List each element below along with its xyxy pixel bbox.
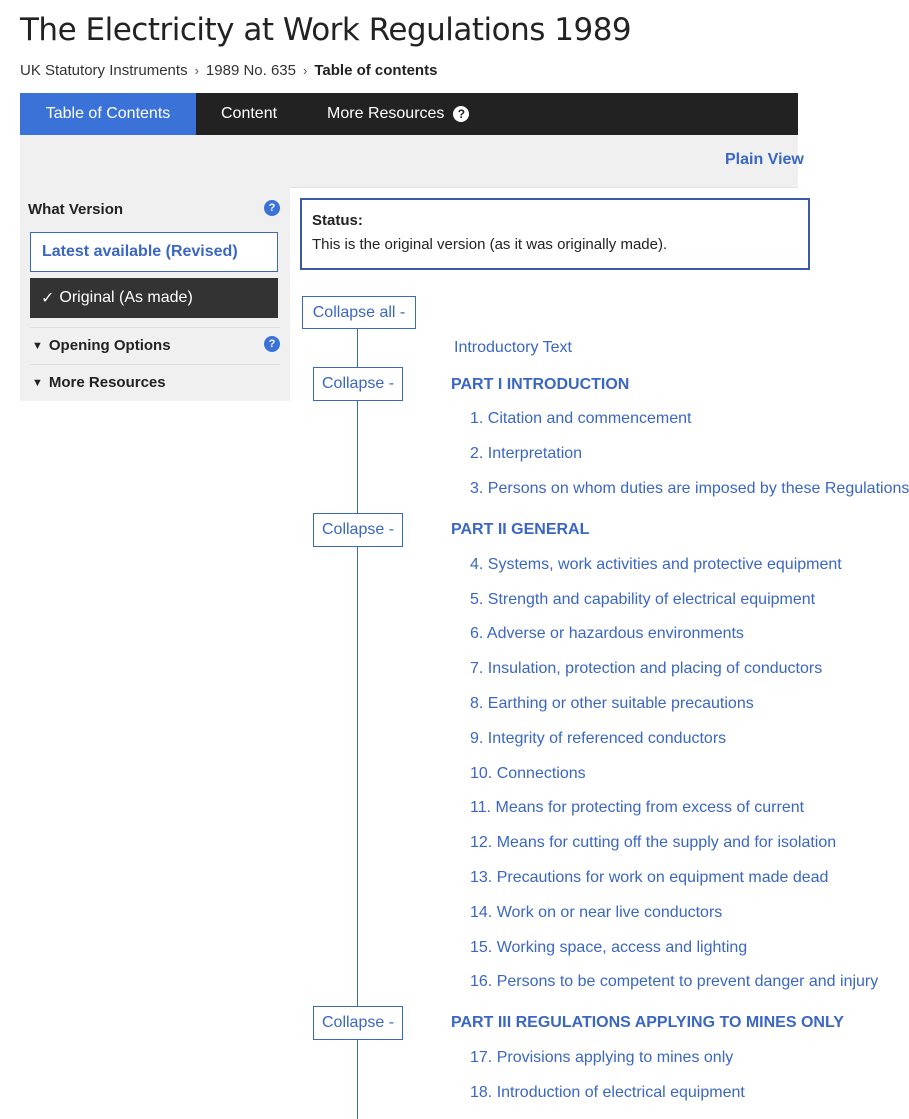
plain-view-link[interactable]: Plain View — [725, 151, 804, 168]
toc-item[interactable]: 2. Interpretation — [470, 445, 583, 462]
more-resources-toggle[interactable] — [32, 374, 166, 391]
tab-content[interactable] — [196, 93, 302, 135]
help-icon[interactable]: ? — [264, 336, 280, 352]
main-tabs — [20, 93, 798, 135]
triangle-down-icon: ▼ — [32, 376, 43, 389]
toc-item[interactable]: 8. Earthing or other suitable precautions — [470, 695, 754, 712]
collapse-part-1-button[interactable]: Collapse - — [313, 367, 403, 401]
help-icon[interactable]: ? — [264, 200, 280, 216]
toc-item[interactable]: 13. Precautions for work on equipment made dead — [470, 869, 829, 886]
toc-item[interactable]: 16. Persons to be competent to prevent danger and injury — [470, 973, 879, 990]
toc-item[interactable]: 14. Work on or near live conductors — [470, 904, 723, 921]
page-title: The Electricity at Work Regulations 1989 — [20, 12, 632, 48]
more-resources-label: More Resources — [48, 374, 166, 391]
what-version-heading: What Version — [28, 201, 124, 218]
toc-item[interactable]: 3. Persons on whom duties are imposed by these Regulations — [470, 480, 909, 497]
toc-timeline — [357, 329, 358, 1119]
toc-item[interactable]: 4. Systems, work activities and protective equipment — [470, 556, 842, 573]
collapse-part-3-button[interactable]: Collapse - — [313, 1006, 403, 1040]
collapse-all-button[interactable]: Collapse all - — [302, 296, 416, 329]
toc-item[interactable]: 10. Connections — [470, 765, 586, 782]
tab-table-of-contents[interactable] — [20, 93, 196, 135]
original-version-button[interactable] — [30, 278, 278, 318]
status-text: This is the original version (as it was originally made). — [312, 236, 668, 253]
chevron-right-icon: › — [194, 63, 199, 78]
latest-version-button[interactable]: Latest available (Revised) — [30, 232, 278, 272]
toc-item[interactable]: 6. Adverse or hazardous environments — [470, 625, 744, 642]
toc-item[interactable]: 17. Provisions applying to mines only — [470, 1049, 734, 1066]
help-icon[interactable]: ? — [453, 106, 469, 122]
tab-more-resources[interactable] — [302, 93, 494, 135]
breadcrumb-1989-no-635[interactable]: 1989 No. 635 — [205, 62, 296, 79]
toc-item[interactable]: 12. Means for cutting off the supply and for isolation — [470, 834, 837, 851]
tab-label: Table of Contents — [45, 105, 171, 122]
tab-label: Content — [221, 105, 278, 122]
toc-item[interactable]: 11. Means for protecting from excess of current — [470, 799, 805, 816]
toc-item[interactable]: 5. Strength and capability of electrical equipment — [470, 591, 816, 608]
collapse-part-2-button[interactable]: Collapse - — [313, 513, 403, 547]
toc-part-3[interactable]: PART III REGULATIONS APPLYING TO MINES ONLY — [451, 1014, 844, 1031]
toolbar — [20, 135, 804, 188]
toc-part-1[interactable]: PART I INTRODUCTION — [451, 376, 630, 393]
status-box — [300, 198, 810, 270]
toc-item[interactable]: 15. Working space, access and lighting — [470, 939, 748, 956]
breadcrumb — [20, 62, 437, 79]
opening-options-toggle[interactable] — [32, 337, 171, 354]
toc-item[interactable]: 7. Insulation, protection and placing of conductors — [470, 660, 823, 677]
triangle-down-icon: ▼ — [32, 339, 43, 352]
breadcrumb-current: Table of contents — [314, 62, 438, 79]
toc-item[interactable]: 9. Integrity of referenced conductors — [470, 730, 727, 747]
opening-options-label: Opening Options — [48, 337, 171, 354]
divider — [30, 327, 280, 328]
toc-introductory-text[interactable]: Introductory Text — [454, 339, 572, 356]
toc-item[interactable]: 1. Citation and commencement — [470, 410, 692, 427]
status-label: Status: — [312, 212, 363, 229]
checkmark-icon: ✓ — [41, 290, 55, 307]
tab-label: More Resources — [327, 105, 445, 122]
breadcrumb-uk-statutory-instruments[interactable]: UK Statutory Instruments — [20, 62, 188, 79]
toc-part-2[interactable]: PART II GENERAL — [451, 521, 590, 538]
chevron-right-icon: › — [303, 63, 308, 78]
divider — [30, 364, 280, 365]
toc-item[interactable]: 18. Introduction of electrical equipment — [470, 1084, 745, 1101]
original-version-label: Original (As made) — [59, 289, 193, 306]
sidebar — [20, 187, 290, 401]
